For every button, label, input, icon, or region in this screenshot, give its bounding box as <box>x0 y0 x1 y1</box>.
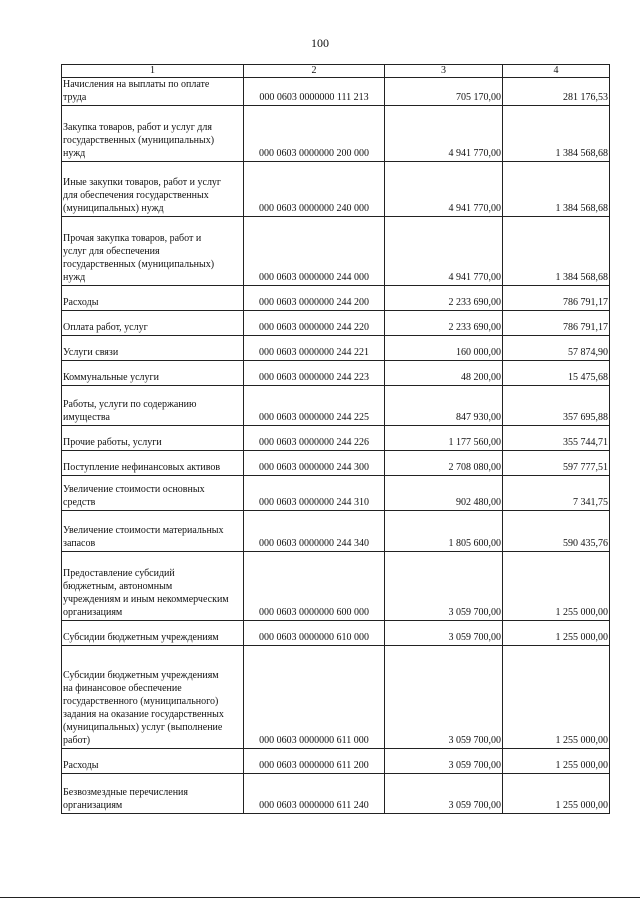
row-value-actual: 1 255 000,00 <box>503 646 610 749</box>
row-code: 000 0603 0000000 244 310 <box>244 476 385 511</box>
row-value-plan: 48 200,00 <box>385 361 503 386</box>
row-name: Услуги связи <box>62 336 244 361</box>
row-value-plan: 3 059 700,00 <box>385 621 503 646</box>
table-body <box>62 78 610 814</box>
table-row <box>62 78 610 106</box>
row-value-plan: 2 233 690,00 <box>385 311 503 336</box>
row-value-plan: 3 059 700,00 <box>385 774 503 814</box>
row-value-plan: 4 941 770,00 <box>385 106 503 162</box>
row-code: 000 0603 0000000 244 220 <box>244 311 385 336</box>
table-row <box>62 511 610 552</box>
row-name: Прочие работы, услуги <box>62 426 244 451</box>
column-header-4: 4 <box>503 65 610 78</box>
row-value-actual: 57 874,90 <box>503 336 610 361</box>
row-code: 000 0603 0000000 244 340 <box>244 511 385 552</box>
page-number: 100 <box>311 36 329 50</box>
table-header-row <box>62 65 610 78</box>
row-code: 000 0603 0000000 611 200 <box>244 749 385 774</box>
row-code: 000 0603 0000000 244 200 <box>244 286 385 311</box>
row-value-actual: 1 384 568,68 <box>503 106 610 162</box>
table-row <box>62 621 610 646</box>
table-row <box>62 217 610 286</box>
row-code: 000 0603 0000000 611 240 <box>244 774 385 814</box>
row-value-actual: 1 255 000,00 <box>503 621 610 646</box>
row-value-plan: 3 059 700,00 <box>385 646 503 749</box>
row-name: Иные закупки товаров, работ и услуг для обеспечения государственных (муниципальных) нужд <box>62 162 244 217</box>
row-value-actual: 590 435,76 <box>503 511 610 552</box>
row-code: 000 0603 0000000 200 000 <box>244 106 385 162</box>
table-row <box>62 749 610 774</box>
row-value-plan: 2 233 690,00 <box>385 286 503 311</box>
row-code: 000 0603 0000000 244 226 <box>244 426 385 451</box>
row-name: Коммунальные услуги <box>62 361 244 386</box>
row-code: 000 0603 0000000 244 300 <box>244 451 385 476</box>
table-row <box>62 426 610 451</box>
table-row <box>62 476 610 511</box>
row-value-actual: 786 791,17 <box>503 286 610 311</box>
row-code: 000 0603 0000000 244 223 <box>244 361 385 386</box>
row-code: 000 0603 0000000 600 000 <box>244 552 385 621</box>
row-name: Поступление нефинансовых активов <box>62 451 244 476</box>
row-name: Расходы <box>62 749 244 774</box>
column-header-3: 3 <box>385 65 503 78</box>
row-value-actual: 1 255 000,00 <box>503 749 610 774</box>
row-name: Расходы <box>62 286 244 311</box>
row-value-plan: 3 059 700,00 <box>385 552 503 621</box>
row-value-actual: 15 475,68 <box>503 361 610 386</box>
row-value-plan: 2 708 080,00 <box>385 451 503 476</box>
row-code: 000 0603 0000000 244 221 <box>244 336 385 361</box>
row-name: Работы, услуги по содержанию имущества <box>62 386 244 426</box>
row-value-plan: 1 805 600,00 <box>385 511 503 552</box>
table-row <box>62 336 610 361</box>
row-value-actual: 597 777,51 <box>503 451 610 476</box>
table-row <box>62 286 610 311</box>
table-row <box>62 361 610 386</box>
row-name: Увеличение стоимости основных средств <box>62 476 244 511</box>
row-code: 000 0603 0000000 244 225 <box>244 386 385 426</box>
row-value-plan: 705 170,00 <box>385 78 503 106</box>
row-value-actual: 1 255 000,00 <box>503 774 610 814</box>
table-row <box>62 552 610 621</box>
row-value-actual: 357 695,88 <box>503 386 610 426</box>
budget-table <box>61 64 610 814</box>
row-code: 000 0603 0000000 610 000 <box>244 621 385 646</box>
row-name: Безвозмездные перечисления организациям <box>62 774 244 814</box>
row-value-plan: 160 000,00 <box>385 336 503 361</box>
row-value-plan: 847 930,00 <box>385 386 503 426</box>
row-value-plan: 3 059 700,00 <box>385 749 503 774</box>
footer-divider <box>0 897 640 898</box>
row-value-actual: 355 744,71 <box>503 426 610 451</box>
row-value-actual: 1 384 568,68 <box>503 217 610 286</box>
table-row <box>62 646 610 749</box>
table-row <box>62 106 610 162</box>
row-value-plan: 902 480,00 <box>385 476 503 511</box>
row-name: Оплата работ, услуг <box>62 311 244 336</box>
row-name: Начисления на выплаты по оплате труда <box>62 78 244 106</box>
row-value-actual: 1 384 568,68 <box>503 162 610 217</box>
row-value-plan: 4 941 770,00 <box>385 162 503 217</box>
row-name: Субсидии бюджетным учреждениям на финансовое обеспечение государственного (муниципального) задания на оказание государственных (муниципальных) услуг (выполнение работ) <box>62 646 244 749</box>
table-row <box>62 311 610 336</box>
row-value-actual: 786 791,17 <box>503 311 610 336</box>
table-row <box>62 162 610 217</box>
row-code: 000 0603 0000000 111 213 <box>244 78 385 106</box>
column-header-2: 2 <box>244 65 385 78</box>
row-value-actual: 7 341,75 <box>503 476 610 511</box>
row-value-actual: 1 255 000,00 <box>503 552 610 621</box>
row-value-actual: 281 176,53 <box>503 78 610 106</box>
row-value-plan: 1 177 560,00 <box>385 426 503 451</box>
row-name: Увеличение стоимости материальных запасов <box>62 511 244 552</box>
row-code: 000 0603 0000000 240 000 <box>244 162 385 217</box>
row-name: Закупка товаров, работ и услуг для государственных (муниципальных) нужд <box>62 106 244 162</box>
table-row <box>62 774 610 814</box>
row-name: Субсидии бюджетным учреждениям <box>62 621 244 646</box>
row-name: Предоставление субсидий бюджетным, автономным учреждениям и иным некоммерческим организациям <box>62 552 244 621</box>
table-row <box>62 451 610 476</box>
row-code: 000 0603 0000000 244 000 <box>244 217 385 286</box>
column-header-1: 1 <box>62 65 244 78</box>
row-name: Прочая закупка товаров, работ и услуг для обеспечения государственных (муниципальных) нужд <box>62 217 244 286</box>
row-code: 000 0603 0000000 611 000 <box>244 646 385 749</box>
table-row <box>62 386 610 426</box>
row-value-plan: 4 941 770,00 <box>385 217 503 286</box>
